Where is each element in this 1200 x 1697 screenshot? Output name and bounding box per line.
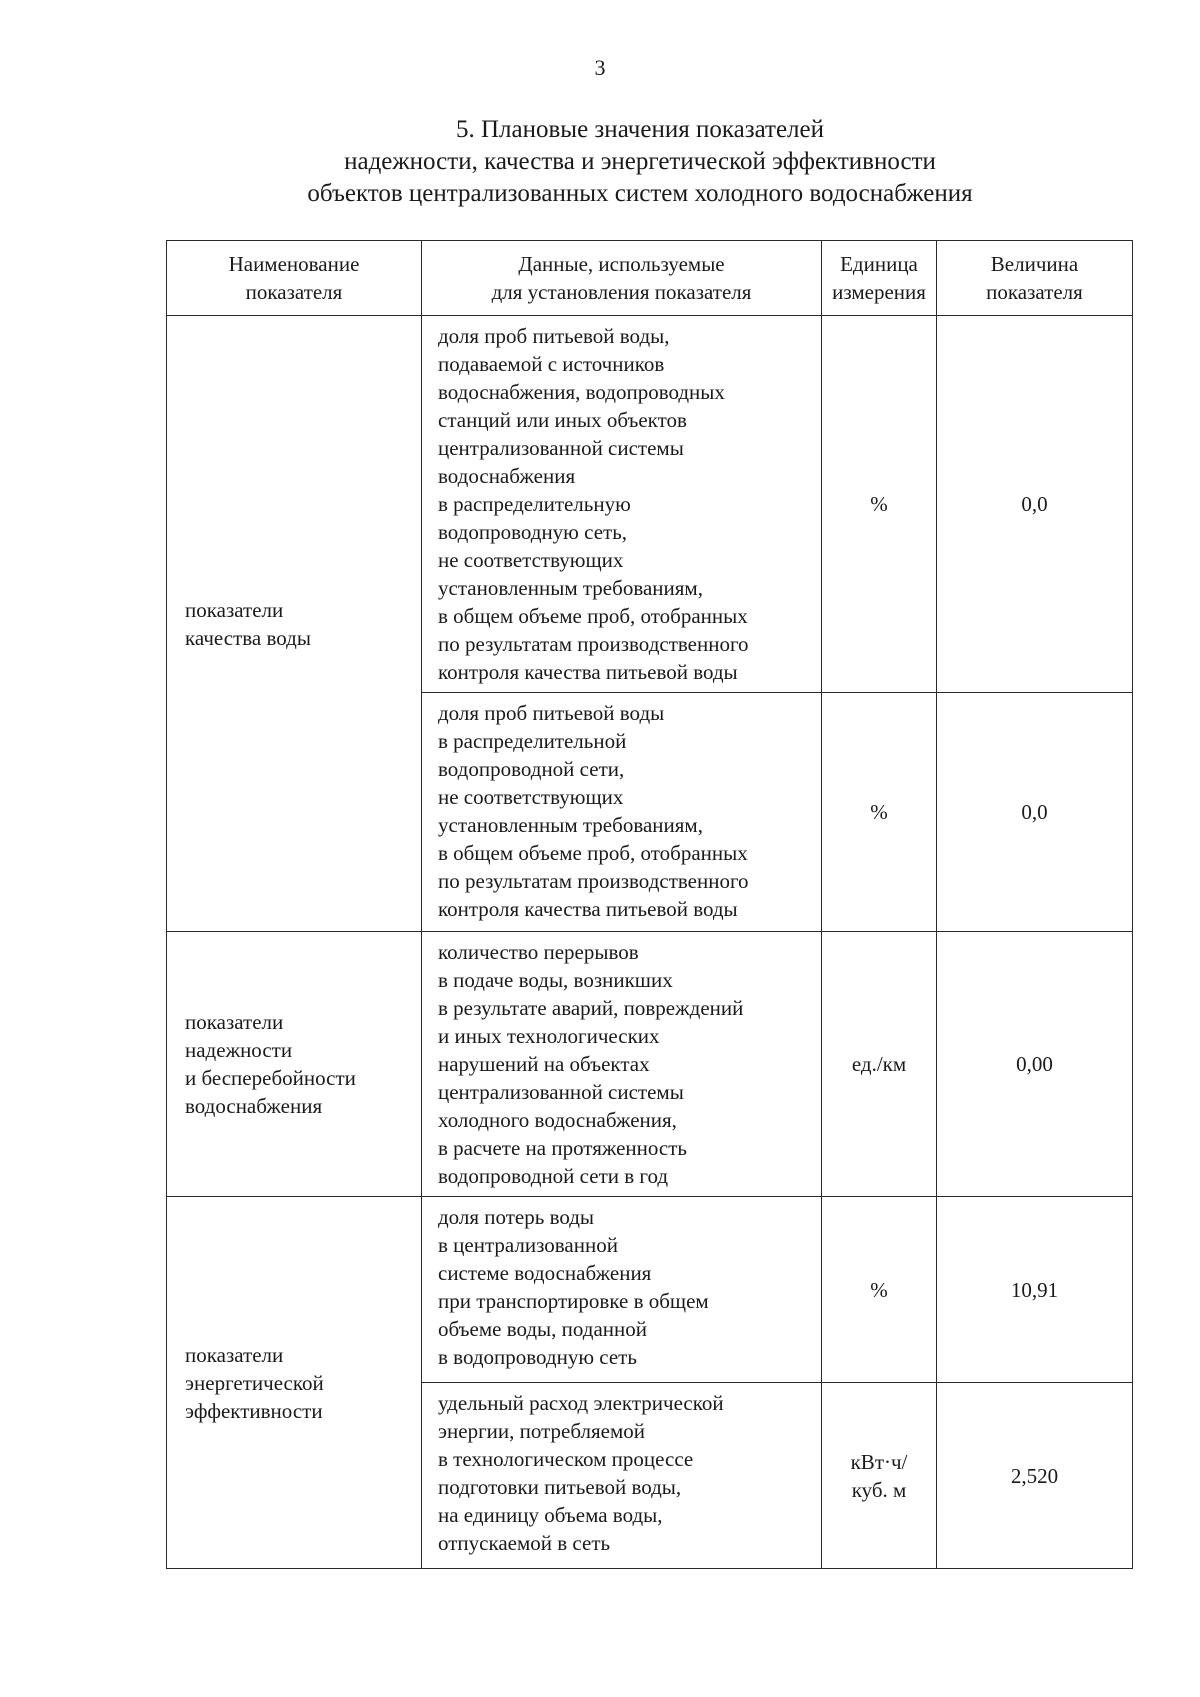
row-unit: ед./км [822,932,937,1197]
row-description: доля проб питьевой воды, подаваемой с источников водоснабжения, водопроводных станций или иных объектов централизованной системы водоснабжения в распределительную водопроводную сеть, не соответствующих установленным требованиям, в общем объеме проб, отобранных по результатам производственного контроля качества питьевой воды [422,316,822,693]
table-row [167,1197,1133,1383]
title-line-2: надежности, качества и энергетической эффективности [344,148,936,175]
header-value: Величина показателя [937,241,1133,316]
page-number: 3 [594,55,606,80]
row-description: доля проб питьевой воды в распределительной водопроводной сети, не соответствующих установленным требованиям, в общем объеме проб, отобранных по результатам производственного контроля качества питьевой воды [422,693,822,932]
group-energy-efficiency: показатели энергетической эффективности [167,1197,422,1569]
row-unit: % [822,316,937,693]
header-unit: Единица измерения [822,241,937,316]
row-value: 10,91 [937,1197,1133,1383]
row-description: доля потерь воды в централизованной системе водоснабжения при транспортировке в общем объеме воды, поданной в водопроводную сеть [422,1197,822,1383]
row-unit: кВт·ч/ куб. м [822,1383,937,1569]
row-description: количество перерывов в подаче воды, возникших в результате аварий, повреждений и иных технологических нарушений на объектах централизованной системы холодного водоснабжения, в расчете на протяженность водопроводной сети в год [422,932,822,1197]
title-line-1: 5. Плановые значения показателей [455,116,825,143]
row-unit: % [822,693,937,932]
group-water-quality: показатели качества воды [167,316,422,932]
header-source-data: Данные, используемые для установления показателя [422,241,822,316]
section-title [0,114,1200,210]
table-row [167,316,1133,693]
table-row [167,932,1133,1197]
row-unit: % [822,1197,937,1383]
row-description: удельный расход электрической энергии, потребляемой в технологическом процессе подготовки питьевой воды, на единицу объема воды, отпускаемой в сеть [422,1383,822,1569]
row-value: 0,00 [937,932,1133,1197]
row-value: 0,0 [937,693,1133,932]
table-header-row [167,241,1133,316]
group-reliability: показатели надежности и бесперебойности водоснабжения [167,932,422,1197]
header-indicator-name: Наименование показателя [167,241,422,316]
indicators-table [166,240,1133,1569]
title-line-3: объектов централизованных систем холодного водоснабжения [307,180,973,207]
row-value: 2,520 [937,1383,1133,1569]
row-value: 0,0 [937,316,1133,693]
